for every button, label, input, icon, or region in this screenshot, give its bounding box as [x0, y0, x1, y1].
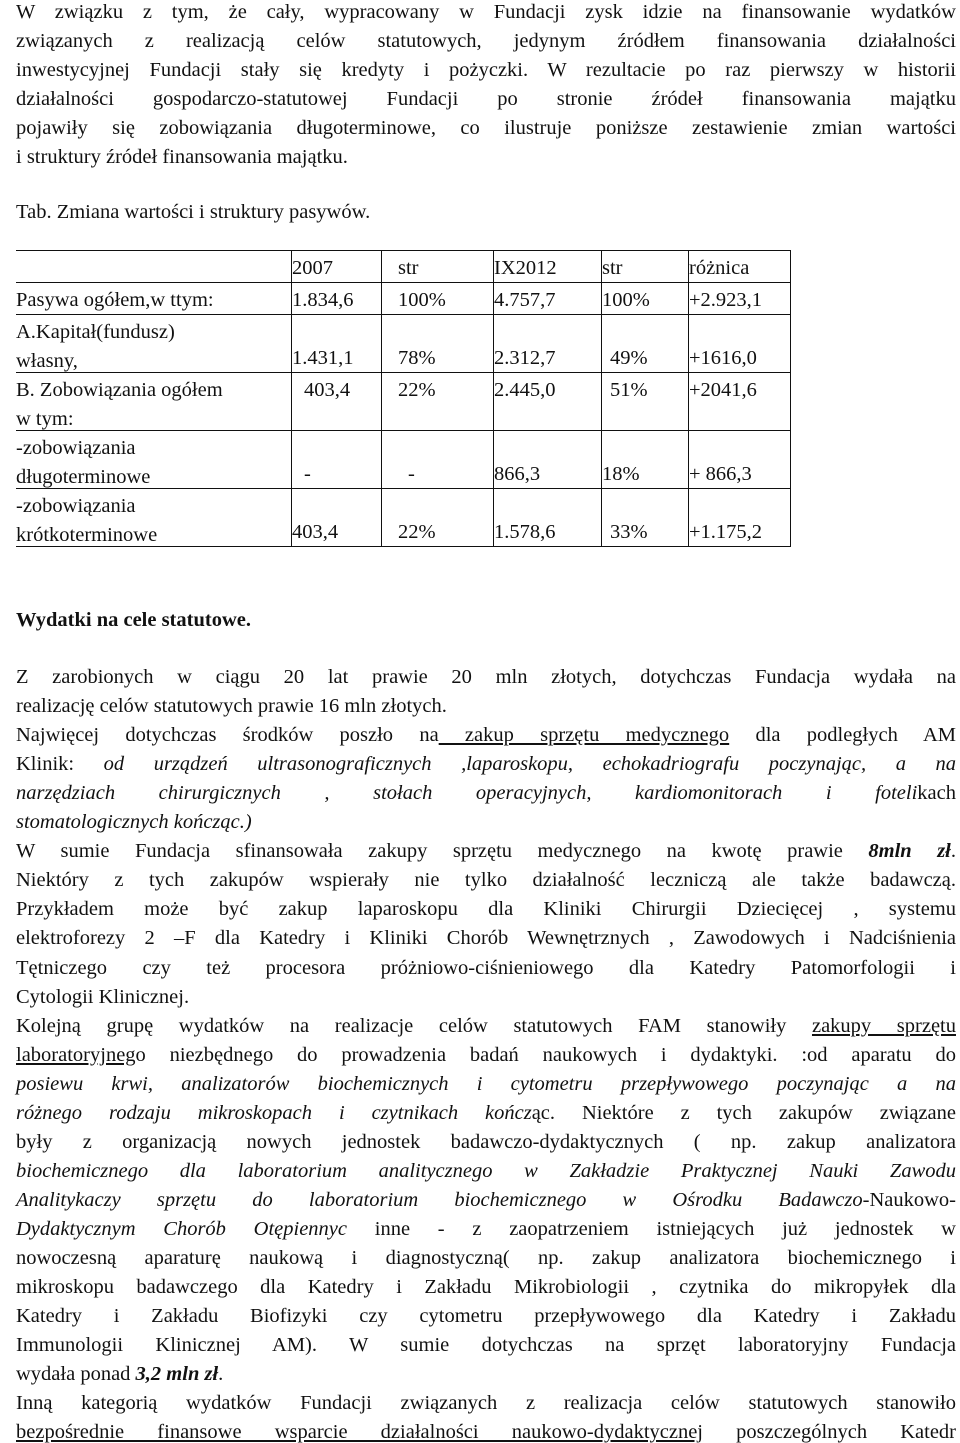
table-rule [493, 250, 494, 546]
text-line [16, 1393, 956, 1414]
text-run: Cytologii Klinicznej. [16, 985, 190, 1008]
text-line [16, 1306, 956, 1327]
table-caption: Tab. Zmiana wartości i struktury pasywów. [16, 201, 371, 223]
text-line [16, 1016, 956, 1037]
text-run: dla podległych AM [729, 724, 956, 747]
table-row-label: w tym: [16, 408, 74, 430]
text-line [16, 958, 956, 979]
text-run: Katedry i Zakładu Biofizyki czy cytometru przepływowego dla Katedry i Zakładu [16, 1305, 956, 1328]
text-run: 3,2 mln zł [135, 1363, 219, 1386]
text-run: narzędziach chirurgicznych , stołach operacyjnych, kardiomonitorach i foteli [16, 782, 918, 805]
table-rule [16, 250, 791, 251]
text-line: inwestycyjnej Fundacji stały się kredyty i pożyczki. W rezultacie po raz pierwszy w historii [16, 59, 956, 81]
table-cell: 51% [610, 379, 648, 401]
table-cell: 22% [398, 379, 436, 401]
text-run: wydała ponad [16, 1363, 136, 1386]
text-run: mikroskopu badawczego dla Katedry i Zakładu Mikrobiologii , czytnika do mikropyłek dla [16, 1276, 956, 1299]
text-line [16, 1190, 956, 1211]
table-cell: 78% [398, 347, 436, 369]
table-cell: + 866,3 [689, 463, 752, 485]
table-header-cell: str [602, 257, 623, 279]
table-header-cell: różnica [689, 257, 750, 279]
liabilities-table [16, 250, 791, 550]
text-line [16, 1219, 956, 1240]
text-run: stomatologicznych kończąc.) [16, 811, 252, 834]
text-line [16, 987, 189, 1008]
text-run: Najwięcej dotychczas środków poszło na [16, 724, 439, 747]
table-cell: 403,4 [304, 379, 351, 401]
text-run: były z organizacją nowych jednostek badawczo-dydaktycznych ( np. zakup analizatora [16, 1130, 956, 1153]
text-run: Tętniczego czy też procesora próżniowo-ciśnieniowego dla Katedry Patomorfologii i [16, 956, 956, 979]
table-rule [601, 250, 602, 546]
table-cell: +2.923,1 [689, 289, 763, 311]
table-cell: 4.757,7 [494, 289, 556, 311]
text-line [16, 1103, 956, 1124]
table-rule [16, 430, 791, 431]
text-run: W sumie Fundacja sfinansowała zakupy sprzętu medycznego na kwotę prawie [16, 840, 869, 863]
text-line [16, 1248, 956, 1269]
text-run: Analitykaczy sprzętu do laboratorium biochemicznego w Ośrodku Badawczo- [16, 1188, 870, 1211]
table-rule [16, 488, 791, 489]
table-cell: 22% [398, 521, 436, 543]
text-line: W związku z tym, że cały, wypracowany w Fundacji zysk idzie na finansowanie wydatków [16, 1, 956, 23]
text-run: Kolejną grupę wydatków na realizacje celów statutowych FAM stanowiły [16, 1014, 812, 1037]
text-line [16, 1161, 956, 1182]
text-line [16, 696, 447, 717]
text-run: zakupy sprzętu [811, 1014, 956, 1037]
text-line [16, 667, 956, 688]
text-run: Klinik: [16, 753, 104, 776]
text-run: Z zarobionych w ciągu 20 lat prawie 20 mln złotych, dotychczas Fundacja wydała na [16, 666, 956, 688]
table-cell: 1.834,6 [292, 289, 354, 311]
table-cell: - [304, 463, 311, 485]
table-rule [381, 250, 382, 546]
text-run: elektroforezy 2 –F dla Katedry i Kliniki Chorób Wewnętrznych , Zawodowych i Nadciśnienia [16, 927, 956, 950]
text-line [16, 870, 956, 891]
table-cell: 2.445,0 [494, 379, 556, 401]
table-cell: 866,3 [494, 463, 541, 485]
text-line: działalności gospodarczo-statutowej Fundacji po stronie źródeł finansowania majątku [16, 88, 956, 110]
text-line [16, 1074, 956, 1095]
table-rule [790, 250, 791, 546]
text-line [16, 754, 956, 775]
table-rule [16, 372, 791, 373]
text-run: Inną kategorią wydatków Fundacji związanych z realizacja celów statutowych stanowiło [16, 1392, 956, 1415]
section-heading-text: Wydatki na cele statutowe. [16, 609, 251, 631]
text-run: nowoczesną aparaturę naukową i diagnostyczną( np. zakup analizatora biochemicznego i [16, 1247, 956, 1269]
table-cell: 100% [398, 289, 446, 311]
table-cell: +1.175,2 [689, 521, 763, 543]
table-row-label: A.Kapitał(fundusz) [16, 321, 175, 343]
table-row-label: -zobowiązania [16, 437, 136, 459]
table-row-label: -zobowiązania [16, 495, 136, 517]
text-run: różnego rodzaju mikroskopach i czytnikach kończ [16, 1101, 532, 1124]
text-line [16, 725, 956, 746]
text-run: Immunologii Klinicznej AM). W sumie dotychczas na sprzęt laboratoryjny Fundacja [16, 1334, 956, 1357]
text-run: kach [917, 782, 956, 805]
table-cell: +1616,0 [689, 347, 757, 369]
table-row-label: długoterminowe [16, 466, 151, 488]
table-rule [291, 250, 292, 546]
table-row-label: własny, [16, 350, 78, 372]
text-run: poszczególnych Katedr [703, 1421, 956, 1443]
text-line [16, 899, 956, 920]
table-cell: 1.578,6 [494, 521, 556, 543]
table-cell: 49% [610, 347, 648, 369]
text-line [16, 1335, 956, 1356]
text-run: . [218, 1363, 224, 1386]
text-run: zakup sprzętu medycznego [438, 724, 730, 747]
text-line [16, 1045, 956, 1066]
text-line: związanych z realizacją celów statutowych, jedynym źródłem finansowania działalności [16, 30, 956, 52]
text-run: Przykładem może być zakup laparoskopu dla Kliniki Chirurgii Dziecięcej , systemu [16, 898, 956, 921]
table-row-label: B. Zobowiązania ogółem [16, 379, 223, 401]
table-header-cell: str [398, 257, 419, 279]
text-line: pojawiły się zobowiązania długoterminowe, co ilustruje poniższe zestawienie zmian wartości [16, 117, 956, 139]
text-line [16, 1364, 223, 1385]
table-cell: 33% [610, 521, 648, 543]
text-run: laboratoryjneg [16, 1043, 136, 1066]
text-run: o niezbędnego do prowadzenia badań naukowych i dydaktyki. :od aparatu do [135, 1043, 956, 1066]
text-line [16, 1132, 956, 1153]
text-line [16, 841, 956, 862]
section-heading [16, 610, 251, 631]
table-cell: 1.431,1 [292, 347, 354, 369]
table-header-cell: 2007 [292, 257, 333, 279]
table-row-label: Pasywa ogółem,w ttym: [16, 289, 214, 311]
table-cell: +2041,6 [689, 379, 757, 401]
text-line [16, 1422, 956, 1443]
table-rule [16, 282, 791, 283]
text-run: . [950, 840, 957, 863]
table-cell: 100% [602, 289, 650, 311]
table-rule [16, 314, 791, 315]
text-run: posiewu krwi, analizatorów biochemicznych i cytometru przepływowego poczynając a na [16, 1072, 956, 1095]
text-line [16, 783, 956, 804]
text-run: realizację celów statutowych prawie 16 mln złotych. [16, 695, 447, 718]
table-row-label: krótkoterminowe [16, 524, 158, 546]
text-run: Niektóry z tych zakupów wspierały nie tylko działalność leczniczą ale także badawczą. [16, 869, 956, 892]
text-run: bezpośrednie finansowe wsparcie działalności naukowo-dydaktycznej [16, 1421, 704, 1443]
text-run: inne - z zaopatrzeniem istniejących już jednostek w [347, 1217, 956, 1240]
text-run: Dydaktycznym Chorób Otępiennyc [16, 1217, 348, 1240]
table-cell: 18% [602, 463, 640, 485]
text-line [16, 928, 956, 949]
table-cell: - [408, 463, 415, 485]
table-rule [688, 250, 689, 546]
table-rule [16, 546, 791, 547]
text-line [16, 1277, 956, 1298]
text-run: 8mln zł [868, 840, 951, 863]
table-cell: 403,4 [292, 521, 339, 543]
text-run: ąc. Niektóre z tych zakupów związane [531, 1101, 957, 1124]
table-cell: 2.312,7 [494, 347, 556, 369]
table-header-cell: IX2012 [494, 257, 557, 279]
text-run: Naukowo- [869, 1188, 956, 1211]
text-line [16, 812, 252, 833]
text-line: i struktury źródeł finansowania majątku. [16, 146, 348, 168]
text-run: biochemicznego dla laboratorium analitycznego w Zakładzie Praktycznej Nauki Zawodu [16, 1159, 956, 1182]
text-run: od urządzeń ultrasonograficznych ,laparoskopu, echokadriografu poczynając, a na [103, 753, 956, 776]
